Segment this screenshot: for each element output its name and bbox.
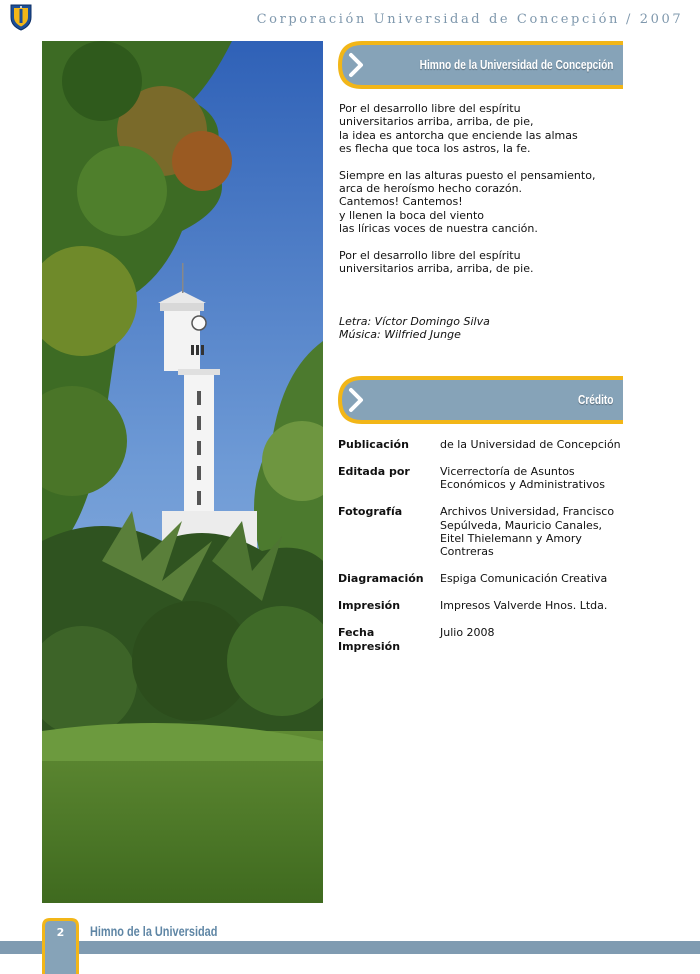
header-org-name: Corporación Universidad de Concepción: [256, 12, 620, 27]
credit-value: de la Universidad de Concepción: [440, 438, 621, 451]
hymn-authors: [339, 315, 490, 342]
hymn-lyrics: [339, 102, 629, 288]
credit-row-impresion: [338, 599, 638, 612]
credit-label: Fecha Impresión: [338, 626, 401, 653]
header-title: [256, 12, 684, 27]
credit-label: Publicación: [338, 438, 409, 451]
credit-row-publicacion: [338, 438, 638, 451]
credit-section-title: Crédito: [577, 392, 613, 407]
credit-value: Archivos Universidad, Francisco Sepúlveda, Mauricio Canales, Eitel Thielemann y Amory Contreras: [440, 505, 615, 559]
credit-row-diagramacion: [338, 572, 638, 585]
credit-value: Vicerrectoría de Asuntos Económicos y Administrativos: [440, 464, 605, 492]
credit-label: Impresión: [338, 599, 401, 613]
stanza: Siempre en las alturas puesto el pensamiento, arca de heroísmo hecho corazón. Cantemos! Cantemos! y llenen la boca del viento las líricas voces de nuestra canción.: [339, 168, 596, 236]
credit-value: Impresos Valverde Hnos. Ltda.: [440, 599, 608, 613]
stanza: Por el desarrollo libre del espíritu universitarios arriba, arriba, de pie, la idea es antorcha que enciende las almas es flecha que toca los astros, la fe.: [339, 102, 578, 156]
lyrics-author: Letra: Víctor Domingo Silva: [339, 315, 490, 328]
stanza: Por el desarrollo libre del espíritu universitarios arriba, arriba, de pie.: [339, 248, 534, 276]
credit-value: Espiga Comunicación Creativa: [440, 572, 608, 586]
credit-value: Julio 2008: [440, 626, 495, 640]
credit-label: Editada por: [338, 464, 410, 478]
credit-label: Diagramación: [338, 572, 424, 586]
campanil-tower-photo: [42, 41, 323, 903]
credit-label: Fotografía: [338, 505, 403, 519]
credit-section-banner: [338, 376, 623, 424]
university-shield-logo: [9, 3, 33, 31]
credit-row-fecha: [338, 626, 638, 653]
credit-table: [338, 438, 638, 666]
footer-bar: [0, 941, 700, 954]
credit-row-editada: [338, 465, 638, 492]
hymn-section-title: Himno de la Universidad de Concepción: [419, 57, 613, 72]
page-number: 2: [56, 926, 65, 939]
music-author: Música: Wilfried Junge: [339, 328, 461, 342]
credit-row-fotografia: [338, 505, 638, 559]
hymn-section-banner: [338, 41, 623, 89]
header-year: / 2007: [626, 12, 684, 27]
footer-title: Himno de la Universidad: [90, 923, 218, 939]
